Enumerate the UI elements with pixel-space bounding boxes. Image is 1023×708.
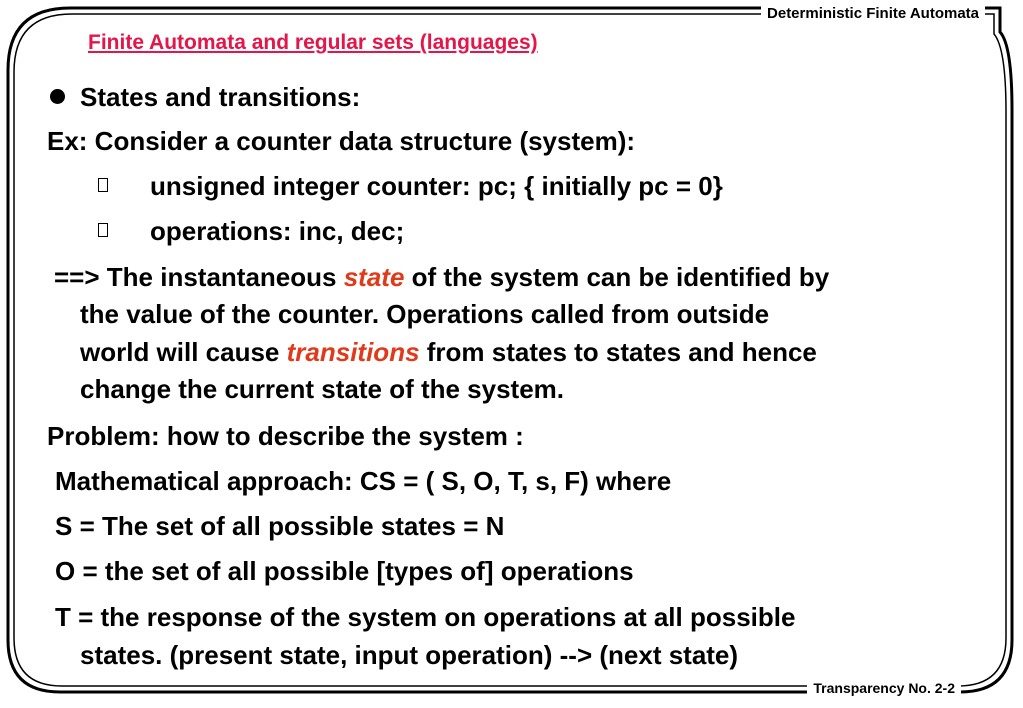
- paragraph-text: world will cause: [80, 337, 287, 367]
- footer-label: Transparency No. 2-2: [807, 680, 961, 696]
- sub-bullet-icon: [98, 223, 108, 237]
- paragraph-text: of the system can be identified by: [404, 262, 830, 292]
- paragraph-line-1: [54, 262, 829, 292]
- sub-bullet-icon: [98, 178, 108, 192]
- paragraph-text: from states to states and hence: [419, 337, 817, 367]
- paragraph-line-3: [80, 337, 817, 367]
- problem-line: Problem: how to describe the system :: [47, 421, 524, 451]
- sub-item-operations: operations: inc, dec;: [150, 216, 405, 246]
- paragraph-text: ==> The instantaneous: [54, 262, 344, 292]
- math-line-operations: O = the set of all possible [types of] operations: [55, 556, 634, 586]
- header-title: Deterministic Finite Automata: [761, 5, 985, 22]
- sub-item-counter: unsigned integer counter: pc; { initially pc = 0}: [150, 171, 723, 201]
- paragraph-line-4: change the current state of the system.: [80, 374, 565, 404]
- bullet-dot-icon: [50, 89, 65, 104]
- math-line-response: T = the response of the system on operations at all possible: [55, 602, 796, 632]
- math-line-continuation: states. (present state, input operation) --> (next state): [80, 640, 739, 670]
- emphasis-transitions: transitions: [286, 337, 420, 367]
- slide-title: Finite Automata and regular sets (languages): [88, 31, 538, 54]
- paragraph-line-2: the value of the counter. Operations called from outside: [80, 299, 770, 329]
- emphasis-state: state: [343, 262, 405, 292]
- math-line-approach: Mathematical approach: CS = ( S, O, T, s, F) where: [55, 466, 672, 496]
- example-line: Ex: Consider a counter data structure (system):: [47, 126, 636, 156]
- bullet-heading: States and transitions:: [80, 82, 361, 112]
- math-line-states: S = The set of all possible states = N: [55, 511, 505, 541]
